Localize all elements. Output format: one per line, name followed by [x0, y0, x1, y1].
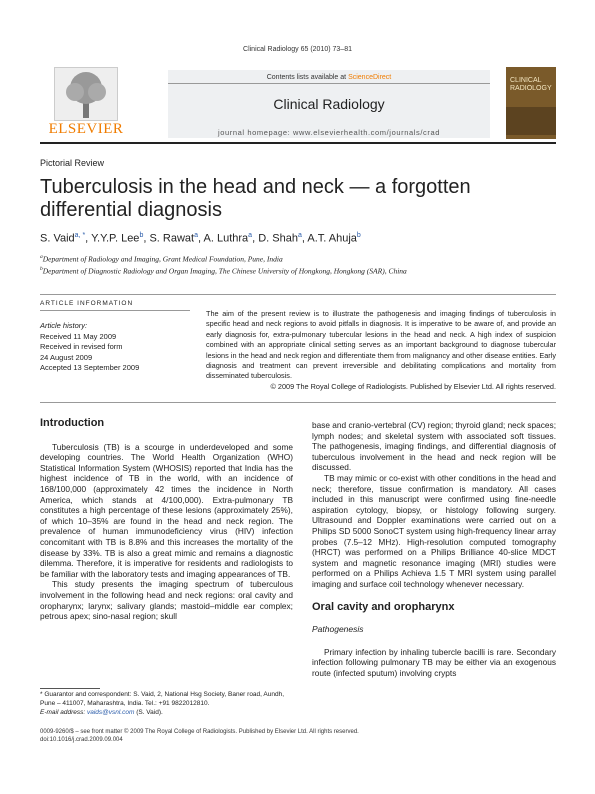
section-heading-introduction: Introduction — [40, 417, 105, 429]
info-rule-bottom — [40, 310, 190, 311]
journal-cover-image — [506, 67, 556, 139]
history-item: 24 August 2009 — [40, 352, 93, 362]
footnote-rule — [40, 688, 100, 689]
paragraph: base and cranio-vertebral (CV) region; thyroid gland; neck spaces; lymph nodes; and skeletal system with associated soft tissues. The pathogenesis, imaging findings, and differential diagnosis of tuberculous involvement in the head and neck region will be discussed. — [312, 420, 556, 473]
article-history — [40, 321, 139, 374]
body-rule — [40, 402, 556, 403]
publisher-name: ELSEVIER — [48, 121, 124, 137]
history-label: Article history: — [40, 321, 88, 330]
cover-text-1: CLINICAL — [510, 77, 542, 84]
author-affiliation-sup[interactable]: a — [248, 232, 253, 239]
abstract-text: The aim of the present review is to illustrate the pathogenesis and imaging findings of tuberculosis in specific head and neck regions to avoid pitfalls in diagnosis. It is imperative to be aware of, and provide an early diagnosis for, extra-pulmonary tubercular lesions in the head and neck. A high index of suspicion combined with an appropriate clinical setting serves as an important background to diagnose tubercular lesions in the head and neck region and differentiate them from malignancy and other disease entities. Early diagnosis and treatment can prevent irreversible and debilitating complications and mortality from disseminated tuberculosis. — [206, 309, 556, 381]
article-section: Pictorial Review — [40, 158, 105, 168]
header-rule — [40, 142, 556, 144]
publication-meta — [40, 728, 359, 744]
author-name[interactable]: S. Rawat — [149, 232, 195, 245]
author-name[interactable]: A.T. Ahuja — [307, 232, 357, 245]
affiliation-text: Department of Radiology and Imaging, Grant Medical Foundation, Pune, India — [42, 254, 283, 264]
sciencedirect-link[interactable]: ScienceDirect — [348, 74, 392, 81]
history-item: Accepted 13 September 2009 — [40, 363, 140, 372]
cover-text-2: RADIOLOGY — [510, 85, 552, 92]
correspondence-footnote — [40, 690, 300, 717]
author-affiliation-sup[interactable]: a, * — [74, 232, 86, 239]
paragraph: This study presents the imaging spectrum of tuberculous involvement in the following head and neck regions: oral cavity and oropharynx; larynx; salivary glands; mastoid–middle ear complex; petrous apex; sino-nasal region; skull — [40, 579, 293, 622]
author-affiliation-sup[interactable]: a — [297, 232, 302, 239]
author-name[interactable]: A. Luthra — [203, 232, 249, 245]
elsevier-logo — [40, 67, 132, 137]
info-rule-top — [40, 294, 556, 295]
history-item: Received 11 May 2009 — [40, 331, 117, 341]
journal-homepage[interactable]: journal homepage: www.elsevierhealth.com/journals/crad — [217, 128, 441, 137]
author-separator: , — [143, 232, 150, 245]
author-separator: , — [301, 232, 308, 245]
author-separator: , — [85, 232, 92, 245]
section-heading-oral-cavity: Oral cavity and oropharynx — [312, 600, 455, 613]
affiliation-b — [40, 266, 407, 276]
doi-line[interactable]: doi:10.1016/j.crad.2009.09.004 — [40, 737, 123, 743]
right-column — [312, 420, 556, 678]
title-line-2: differential diagnosis — [40, 199, 222, 221]
author-name[interactable]: Y.Y.P. Lee — [91, 232, 140, 245]
title-line-1: Tuberculosis in the head and neck — a forgotten — [40, 176, 471, 198]
paragraph: Primary infection by inhaling tubercle bacilli is rare. Secondary infection following pulmonary TB may be either via an exogenous route (infected sputum) involving crypts — [312, 646, 556, 678]
journal-title: Clinical Radiology — [273, 96, 385, 112]
contents-line — [168, 74, 490, 81]
author-name[interactable]: D. Shah — [258, 232, 298, 245]
journal-reference: Clinical Radiology 65 (2010) 73–81 — [243, 46, 352, 53]
article-title — [40, 176, 520, 222]
email-line — [40, 708, 300, 717]
affiliation-sup: a — [40, 254, 43, 260]
author-affiliation-sup[interactable]: a — [194, 232, 199, 239]
paragraph: Tuberculosis (TB) is a scourge in underdeveloped and some developing countries. The World Health Organization (WHO) Statistical Information System (WHOSIS) reported that India has the highest incidence of TB in the world, with an incidence of 168/100,000 (approximately 42 times the incidence in North America, which stands at 4/100,000). Extra-pulmonary TB constitutes a high percentage of these lesions (approximately 25%), of which 10–35% are found in the head and neck region. The prevalence of human immunodeficiency virus (HIV) infection concomitant with TB is 8.8% and this increases the mortality of the disease by 33%. TB is also a great mimic and remains a diagnostic dilemma. Therefore, it is imperative for residents and radiologists to be familiar with the laboratory tests and imaging appearances of TB. — [40, 441, 293, 579]
email-link[interactable]: vaids@vsnl.com — [86, 709, 135, 716]
author-separator: , — [252, 232, 259, 245]
author-affiliation-sup[interactable]: b — [139, 232, 144, 239]
subheading-pathogenesis: Pathogenesis — [312, 624, 364, 635]
author-name[interactable]: S. Vaid — [40, 232, 75, 245]
email-label: E-mail address: — [40, 709, 87, 716]
abstract-copyright: © 2009 The Royal College of Radiologists. Published by Elsevier Ltd. All rights reserved. — [270, 381, 556, 391]
tree-logo-icon — [54, 67, 118, 121]
abstract — [206, 309, 556, 392]
author-separator: , — [198, 232, 204, 245]
affiliation-sup: b — [40, 266, 43, 272]
affiliation-text: Department of Diagnostic Radiology and Organ Imaging, The Chinese University of Hongkong, Hongkong (SAR), China — [42, 266, 407, 276]
history-item: Received in revised form — [40, 342, 123, 351]
article-info-heading: ARTICLE INFORMATION — [40, 300, 134, 307]
issn-line: 0009-9260/$ – see front matter © 2009 The Royal College of Radiologists. Published by Elsevier Ltd. All rights reserved. — [40, 729, 359, 735]
correspondence-text: * Guarantor and correspondent: S. Vaid, 2, National Hsg Society, Baner road, Aundh, Pune – 411007, Maharashtra, India. Tel.: +91 9822012810. — [40, 691, 285, 707]
left-column — [40, 418, 293, 622]
paragraph: TB may mimic or co-exist with other conditions in the head and neck; therefore, tissue confirmation is mandatory. All cases included in this manuscript were confirmed using fine-needle aspiration cytology, biopsy, or histology following surgery. Ultrasound and Doppler examinations were carried out on a Philips SD 5000 SonoCT system using high-frequency linear array probes (7.5–12 MHz). High-resolution computed tomography (HRCT) was performed on a Philips Brilliance 40-slice MDCT system and magnetic resonance imaging (MRI) studies were performed on a Philips Achieva 1.5 T MRI system using parallel imaging and surface coil technology whenever necessary. — [312, 472, 556, 589]
email-suffix: (S. Vaid). — [134, 709, 163, 716]
affiliation-a — [40, 254, 283, 264]
banner-divider — [168, 83, 490, 84]
author-affiliation-sup[interactable]: b — [356, 232, 361, 239]
author-list — [40, 232, 361, 245]
contents-prefix: Contents lists available at — [266, 74, 349, 81]
